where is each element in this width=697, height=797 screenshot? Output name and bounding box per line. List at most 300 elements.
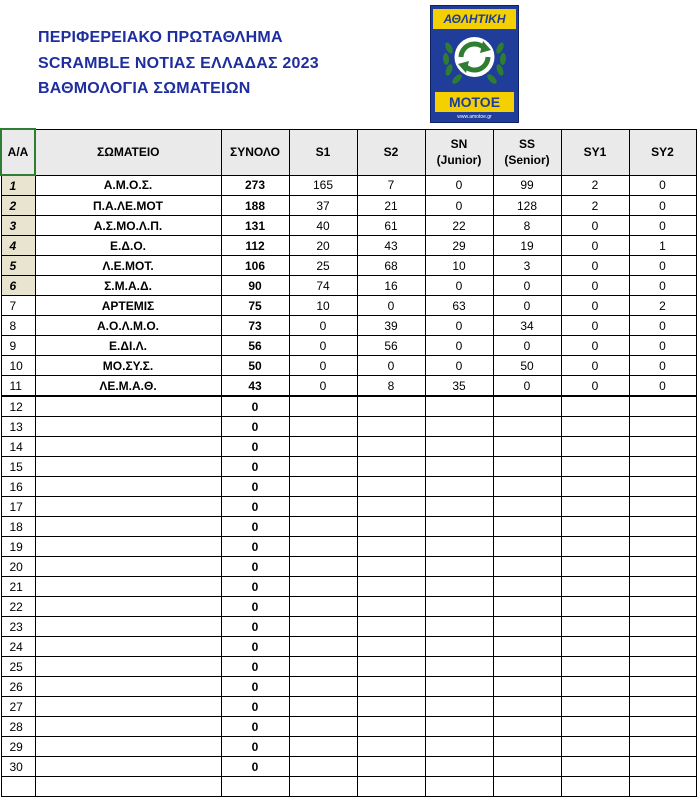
cell-club[interactable]: Π.Α.ΛΕ.ΜΟΤ [35,196,221,216]
cell-s1[interactable]: 0 [289,356,357,376]
cell-ss[interactable] [493,617,561,637]
cell-s1[interactable] [289,577,357,597]
cell-sn[interactable] [425,577,493,597]
cell-s2[interactable]: 56 [357,336,425,356]
cell-s1[interactable]: 25 [289,256,357,276]
cell-ss[interactable] [493,777,561,797]
cell-total[interactable]: 0 [221,737,289,757]
cell-s1[interactable] [289,537,357,557]
cell-sy2[interactable] [629,537,696,557]
cell-s2[interactable] [357,497,425,517]
cell-s1[interactable] [289,617,357,637]
cell-ss[interactable] [493,417,561,437]
cell-sn[interactable] [425,457,493,477]
cell-club[interactable] [35,737,221,757]
cell-s2[interactable] [357,737,425,757]
cell-index[interactable]: 21 [1,577,35,597]
col-header-s2[interactable] [357,129,425,175]
col-header-sy1[interactable] [561,129,629,175]
cell-s1[interactable] [289,557,357,577]
col-header-ss[interactable] [493,129,561,175]
cell-sn[interactable]: 22 [425,216,493,236]
cell-ss[interactable] [493,437,561,457]
cell-sy1[interactable]: 0 [561,216,629,236]
cell-sn[interactable]: 10 [425,256,493,276]
cell-s1[interactable]: 37 [289,196,357,216]
cell-sn[interactable] [425,617,493,637]
cell-s1[interactable] [289,657,357,677]
cell-s2[interactable] [357,437,425,457]
cell-sn[interactable] [425,517,493,537]
cell-s1[interactable]: 0 [289,376,357,397]
cell-index[interactable]: 11 [1,376,35,397]
cell-sy2[interactable]: 0 [629,196,696,216]
cell-club[interactable] [35,697,221,717]
cell-sy2[interactable] [629,497,696,517]
cell-sy2[interactable] [629,477,696,497]
cell-s1[interactable] [289,637,357,657]
cell-total[interactable]: 106 [221,256,289,276]
table-row [1,216,696,236]
cell-ss[interactable]: 128 [493,196,561,216]
cell-s2[interactable] [357,417,425,437]
cell-sy2[interactable]: 0 [629,276,696,296]
col-header-s1[interactable] [289,129,357,175]
cell-ss[interactable] [493,597,561,617]
cell-index[interactable]: 13 [1,417,35,437]
cell-s2[interactable]: 0 [357,296,425,316]
col-header-total[interactable] [221,129,289,175]
cell-sn[interactable]: 0 [425,336,493,356]
cell-club[interactable]: Α.Μ.Ο.Σ. [35,175,221,196]
cell-index[interactable]: 7 [1,296,35,316]
cell-total[interactable]: 90 [221,276,289,296]
cell-sy1[interactable] [561,396,629,417]
cell-sn[interactable] [425,657,493,677]
cell-sy2[interactable]: 2 [629,296,696,316]
cell-sy1[interactable] [561,577,629,597]
cell-index[interactable]: 29 [1,737,35,757]
table-row [1,697,696,717]
cell-sy2[interactable] [629,517,696,537]
cell-sn[interactable]: 0 [425,276,493,296]
cell-s2[interactable]: 16 [357,276,425,296]
cell-ss[interactable] [493,497,561,517]
cell-sy1[interactable] [561,617,629,637]
cell-s2[interactable] [357,717,425,737]
cell-index[interactable]: 18 [1,517,35,537]
cell-sy1[interactable] [561,437,629,457]
cell-index[interactable]: 26 [1,677,35,697]
cell-sn[interactable] [425,417,493,437]
cell-index[interactable]: 25 [1,657,35,677]
cell-sy1[interactable]: 0 [561,296,629,316]
cell-ss[interactable]: 0 [493,336,561,356]
cell-s2[interactable] [357,537,425,557]
cell-sy1[interactable]: 2 [561,175,629,196]
cell-s2[interactable] [357,637,425,657]
cell-sn[interactable]: 35 [425,376,493,397]
cell-sn[interactable]: 0 [425,196,493,216]
cell-sy2[interactable] [629,757,696,777]
table-row [1,497,696,517]
cell-sn[interactable]: 63 [425,296,493,316]
cell-index[interactable]: 20 [1,557,35,577]
cell-total[interactable]: 0 [221,717,289,737]
cell-ss[interactable]: 0 [493,276,561,296]
cell-ss[interactable]: 8 [493,216,561,236]
cell-sy1[interactable] [561,557,629,577]
cell-sy1[interactable] [561,677,629,697]
cell-index[interactable] [1,777,35,797]
cell-club[interactable] [35,677,221,697]
col-header-label: S1 [315,145,331,159]
cell-ss[interactable]: 19 [493,236,561,256]
cell-s1[interactable] [289,777,357,797]
cell-ss[interactable] [493,396,561,417]
cell-total[interactable]: 43 [221,376,289,397]
cell-total[interactable] [221,777,289,797]
cell-sy2[interactable]: 0 [629,216,696,236]
cell-sn[interactable]: 0 [425,175,493,196]
cell-sy1[interactable] [561,517,629,537]
cell-sn[interactable]: 0 [425,356,493,376]
cell-index[interactable]: 30 [1,757,35,777]
cell-s1[interactable]: 40 [289,216,357,236]
cell-ss[interactable] [493,557,561,577]
cell-ss[interactable]: 3 [493,256,561,276]
cell-s1[interactable] [289,597,357,617]
cell-ss[interactable] [493,577,561,597]
cell-s2[interactable]: 8 [357,376,425,397]
cell-s2[interactable] [357,597,425,617]
cell-ss[interactable] [493,677,561,697]
cell-total[interactable]: 73 [221,316,289,336]
cell-club[interactable] [35,457,221,477]
cell-index[interactable]: 6 [1,276,35,296]
cell-sy2[interactable]: 0 [629,256,696,276]
cell-sn[interactable]: 29 [425,236,493,256]
cell-index[interactable]: 9 [1,336,35,356]
cell-index[interactable]: 28 [1,717,35,737]
cell-sy1[interactable] [561,497,629,517]
cell-club[interactable]: Ε.ΔΙ.Λ. [35,336,221,356]
cell-sy2[interactable] [629,437,696,457]
col-header-sy2[interactable] [629,129,696,175]
cell-sy2[interactable] [629,657,696,677]
cell-s2[interactable] [357,577,425,597]
cell-index[interactable]: 10 [1,356,35,376]
table-row [1,517,696,537]
cell-ss[interactable]: 0 [493,376,561,397]
cell-index[interactable]: 12 [1,396,35,417]
cell-club[interactable]: ΑΡΤΕΜΙΣ [35,296,221,316]
cell-sy1[interactable]: 0 [561,276,629,296]
cell-sy1[interactable] [561,777,629,797]
cell-club[interactable]: Λ.Ε.ΜΟΤ. [35,256,221,276]
cell-sn[interactable] [425,477,493,497]
cell-sy1[interactable] [561,637,629,657]
table-row [1,236,696,256]
cell-index[interactable]: 19 [1,537,35,557]
cell-index[interactable]: 22 [1,597,35,617]
cell-sy1[interactable] [561,657,629,677]
cell-club[interactable] [35,657,221,677]
col-header-label: S2 [383,145,399,159]
cell-sy2[interactable] [629,457,696,477]
cell-total[interactable]: 0 [221,757,289,777]
cell-sy2[interactable] [629,396,696,417]
cell-ss[interactable] [493,637,561,657]
cell-sy2[interactable] [629,557,696,577]
cell-s2[interactable]: 7 [357,175,425,196]
cell-ss[interactable]: 50 [493,356,561,376]
cell-total[interactable]: 0 [221,497,289,517]
cell-sn[interactable] [425,697,493,717]
cell-club[interactable] [35,757,221,777]
cell-ss[interactable] [493,477,561,497]
cell-s1[interactable]: 165 [289,175,357,196]
col-header-sublabel: (Junior) [436,153,482,167]
cell-total[interactable]: 0 [221,617,289,637]
cell-sn[interactable] [425,437,493,457]
cell-s2[interactable] [357,757,425,777]
cell-sy2[interactable]: 0 [629,175,696,196]
cell-sy2[interactable]: 0 [629,376,696,397]
cell-club[interactable] [35,537,221,557]
cell-sy2[interactable] [629,577,696,597]
cell-club[interactable] [35,477,221,497]
cell-ss[interactable]: 0 [493,296,561,316]
cell-sn[interactable] [425,777,493,797]
cell-index[interactable]: 14 [1,437,35,457]
cell-sy1[interactable] [561,717,629,737]
cell-total[interactable]: 0 [221,396,289,417]
cell-ss[interactable]: 34 [493,316,561,336]
cell-s1[interactable] [289,517,357,537]
cell-sy1[interactable] [561,597,629,617]
cell-sy1[interactable] [561,757,629,777]
cell-s1[interactable] [289,437,357,457]
cell-ss[interactable] [493,537,561,557]
cell-index[interactable]: 15 [1,457,35,477]
cell-index[interactable]: 16 [1,477,35,497]
cell-total[interactable]: 56 [221,336,289,356]
col-header-sn[interactable] [425,129,493,175]
cell-sy1[interactable]: 0 [561,356,629,376]
cell-sy2[interactable]: 0 [629,316,696,336]
cell-sy2[interactable] [629,637,696,657]
cell-ss[interactable] [493,517,561,537]
cell-ss[interactable] [493,697,561,717]
cell-total[interactable]: 0 [221,457,289,477]
cell-total[interactable]: 0 [221,577,289,597]
cell-sn[interactable] [425,497,493,517]
cell-ss[interactable] [493,457,561,477]
cell-index[interactable]: 4 [1,236,35,256]
cell-total[interactable]: 0 [221,477,289,497]
col-header-club[interactable] [35,129,221,175]
cell-sn[interactable] [425,637,493,657]
cell-ss[interactable]: 99 [493,175,561,196]
cell-total[interactable]: 0 [221,537,289,557]
cell-sn[interactable] [425,537,493,557]
cell-club[interactable] [35,437,221,457]
cell-s1[interactable] [289,737,357,757]
cell-club[interactable] [35,637,221,657]
cell-club[interactable]: ΜΟ.ΣΥ.Σ. [35,356,221,376]
cell-s2[interactable]: 43 [357,236,425,256]
cell-sn[interactable] [425,717,493,737]
cell-s1[interactable] [289,457,357,477]
cell-s1[interactable] [289,477,357,497]
cell-club[interactable] [35,717,221,737]
cell-s2[interactable] [357,477,425,497]
cell-sn[interactable] [425,757,493,777]
cell-total[interactable]: 131 [221,216,289,236]
cell-index[interactable]: 8 [1,316,35,336]
cell-ss[interactable] [493,757,561,777]
cell-total[interactable]: 50 [221,356,289,376]
cell-sy2[interactable] [629,777,696,797]
cell-ss[interactable] [493,737,561,757]
cell-index[interactable]: 24 [1,637,35,657]
cell-total[interactable]: 273 [221,175,289,196]
cell-s2[interactable] [357,517,425,537]
cell-total[interactable]: 0 [221,557,289,577]
cell-sy1[interactable] [561,537,629,557]
cell-s2[interactable]: 21 [357,196,425,216]
cell-sy1[interactable] [561,457,629,477]
cell-index[interactable]: 27 [1,697,35,717]
cell-sn[interactable] [425,557,493,577]
cell-s2[interactable] [357,557,425,577]
cell-total[interactable]: 0 [221,637,289,657]
cell-sy1[interactable] [561,477,629,497]
cell-club[interactable]: Ε.Δ.Ο. [35,236,221,256]
cell-club[interactable] [35,597,221,617]
cell-sy1[interactable] [561,737,629,757]
cell-club[interactable]: Σ.Μ.Α.Δ. [35,276,221,296]
cell-sy2[interactable]: 0 [629,336,696,356]
cell-s2[interactable] [357,396,425,417]
cell-s1[interactable] [289,417,357,437]
col-header-aa[interactable] [1,129,35,175]
cell-total[interactable]: 0 [221,597,289,617]
cell-s1[interactable] [289,396,357,417]
cell-club[interactable]: ΛΕ.Μ.Α.Θ. [35,376,221,397]
cell-club[interactable]: Α.Ο.Λ.Μ.Ο. [35,316,221,336]
cell-s2[interactable]: 61 [357,216,425,236]
cell-index[interactable]: 5 [1,256,35,276]
cell-index[interactable]: 2 [1,196,35,216]
cell-s2[interactable] [357,777,425,797]
cell-total[interactable]: 188 [221,196,289,216]
col-header-label: ΣΥΝΟΛΟ [230,145,280,159]
cell-club[interactable] [35,617,221,637]
cell-s1[interactable]: 10 [289,296,357,316]
cell-total[interactable]: 0 [221,657,289,677]
cell-sy1[interactable]: 0 [561,376,629,397]
cell-total[interactable]: 0 [221,697,289,717]
cell-s1[interactable] [289,677,357,697]
cell-ss[interactable] [493,717,561,737]
cell-s2[interactable] [357,457,425,477]
cell-club[interactable] [35,396,221,417]
cell-s1[interactable]: 0 [289,316,357,336]
cell-s1[interactable] [289,757,357,777]
cell-sy2[interactable] [629,677,696,697]
cell-sy2[interactable] [629,717,696,737]
cell-index[interactable]: 3 [1,216,35,236]
cell-sy2[interactable]: 0 [629,356,696,376]
cell-index[interactable]: 1 [1,175,35,196]
table-row [1,757,696,777]
cell-sy1[interactable]: 2 [561,196,629,216]
cell-total[interactable]: 0 [221,677,289,697]
cell-s2[interactable] [357,657,425,677]
amotoe-logo [430,5,519,123]
cell-sy2[interactable]: 1 [629,236,696,256]
cell-total[interactable]: 0 [221,517,289,537]
cell-sy1[interactable]: 0 [561,336,629,356]
cell-s2[interactable]: 68 [357,256,425,276]
cell-s2[interactable] [357,697,425,717]
cell-sy1[interactable]: 0 [561,236,629,256]
cell-club[interactable] [35,417,221,437]
cell-sy1[interactable] [561,417,629,437]
cell-sy1[interactable]: 0 [561,316,629,336]
cell-club[interactable] [35,517,221,537]
cell-sy2[interactable] [629,617,696,637]
cell-sn[interactable] [425,597,493,617]
cell-sy2[interactable] [629,597,696,617]
cell-s1[interactable]: 74 [289,276,357,296]
cell-sy2[interactable] [629,697,696,717]
cell-club[interactable] [35,557,221,577]
cell-sn[interactable] [425,677,493,697]
cell-s1[interactable] [289,717,357,737]
cell-sn[interactable]: 0 [425,316,493,336]
cell-s1[interactable]: 0 [289,336,357,356]
cell-s2[interactable]: 0 [357,356,425,376]
cell-sy1[interactable] [561,697,629,717]
cell-sn[interactable] [425,396,493,417]
cell-club[interactable] [35,777,221,797]
cell-total[interactable]: 75 [221,296,289,316]
cell-ss[interactable] [493,657,561,677]
cell-club[interactable]: Α.Σ.ΜΟ.Λ.Π. [35,216,221,236]
cell-total[interactable]: 0 [221,437,289,457]
cell-s2[interactable] [357,677,425,697]
cell-index[interactable]: 23 [1,617,35,637]
cell-s1[interactable] [289,497,357,517]
cell-sn[interactable] [425,737,493,757]
cell-total[interactable]: 0 [221,417,289,437]
cell-s2[interactable]: 39 [357,316,425,336]
cell-index[interactable]: 17 [1,497,35,517]
cell-sy1[interactable]: 0 [561,256,629,276]
table-row [1,737,696,757]
cell-s1[interactable] [289,697,357,717]
cell-sy2[interactable] [629,417,696,437]
cell-club[interactable] [35,497,221,517]
cell-s2[interactable] [357,617,425,637]
cell-total[interactable]: 112 [221,236,289,256]
cell-sy2[interactable] [629,737,696,757]
cell-s1[interactable]: 20 [289,236,357,256]
cell-club[interactable] [35,577,221,597]
